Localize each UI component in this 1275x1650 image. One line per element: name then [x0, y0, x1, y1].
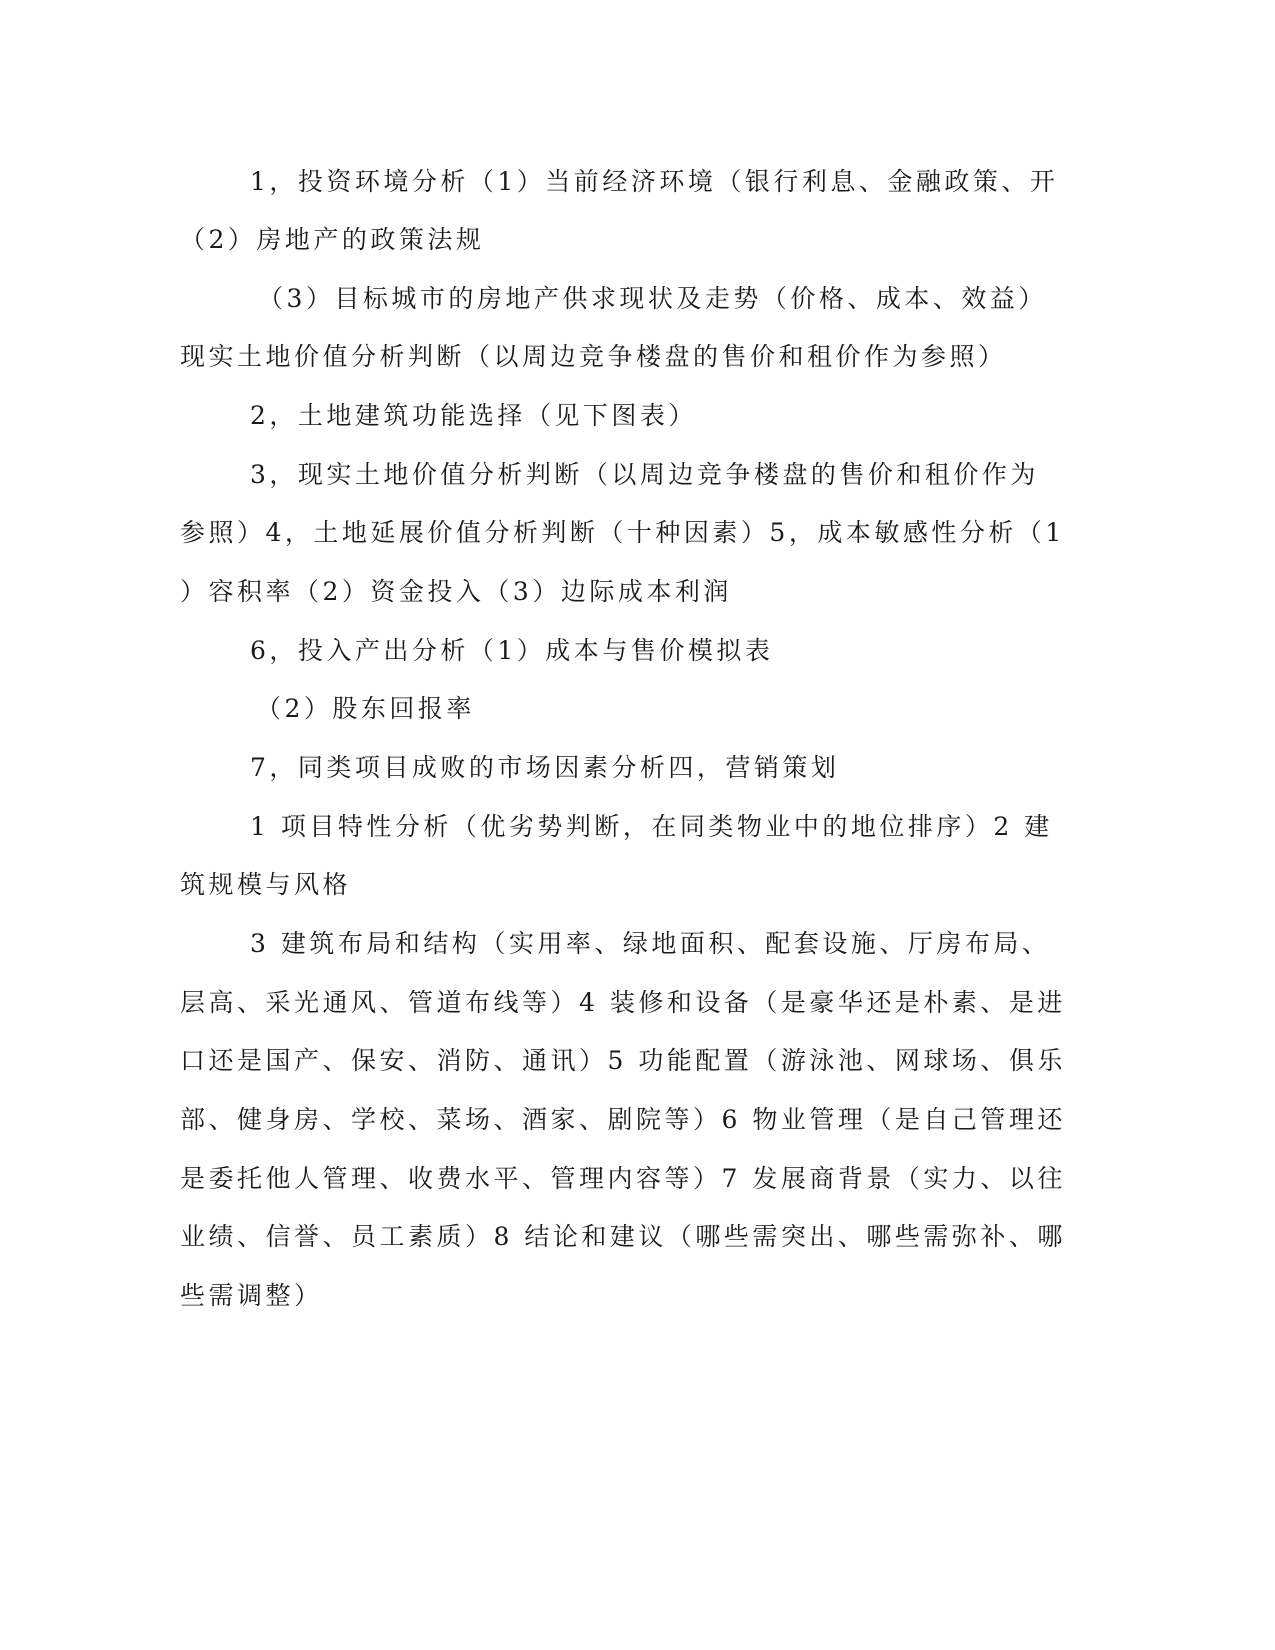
paragraph-line: 6，投入产出分析（1）成本与售价模拟表: [250, 636, 774, 665]
paragraph-line: 些需调整）: [180, 1281, 323, 1310]
paragraph-line: 是委托他人管理、收费水平、管理内容等）7 发展商背景（实力、以往: [180, 1164, 1066, 1193]
paragraph-line: 口还是国产、保安、消防、通讯）5 功能配置（游泳池、网球场、俱乐: [180, 1046, 1066, 1075]
paragraph-line: 1 项目特性分析（优劣势判断，在同类物业中的地位排序）2 建: [250, 812, 1053, 841]
paragraph-line: 3 建筑布局和结构（实用率、绿地面积、配套设施、厅房布局、: [250, 929, 1051, 958]
paragraph-line: 筑规模与风格: [180, 870, 352, 899]
paragraph-line: （2）股东回报率: [256, 694, 475, 723]
paragraph-line: 2，土地建筑功能选择（见下图表）: [250, 401, 697, 430]
paragraph-line: （2）房地产的政策法规: [180, 225, 485, 254]
paragraph-line: （3）目标城市的房地产供求现状及走势（价格、成本、效益）: [258, 284, 1047, 313]
paragraph-line: 部、健身房、学校、菜场、酒家、剧院等）6 物业管理（是自己管理还: [180, 1105, 1066, 1134]
paragraph-line: 业绩、信誉、员工素质）8 结论和建议（哪些需突出、哪些需弥补、哪: [180, 1222, 1066, 1251]
paragraph-line: 1，投资环境分析（1）当前经济环境（银行利息、金融政策、开: [250, 167, 1059, 196]
paragraph-line: 现实土地价值分析判断（以周边竞争楼盘的售价和租价作为参照）: [180, 342, 1007, 371]
paragraph-line: 参照）4，土地延展价值分析判断（十种因素）5，成本敏感性分析（1: [180, 518, 1065, 547]
paragraph-line: 7，同类项目成败的市场因素分析四，营销策划: [250, 753, 840, 782]
paragraph-line: 层高、采光通风、管道布线等）4 装修和设备（是豪华还是朴素、是进: [180, 988, 1066, 1017]
paragraph-line: ）容积率（2）资金投入（3）边际成本利润: [180, 577, 732, 606]
paragraph-line: 3，现实土地价值分析判断（以周边竞争楼盘的售价和租价作为: [250, 460, 1039, 489]
